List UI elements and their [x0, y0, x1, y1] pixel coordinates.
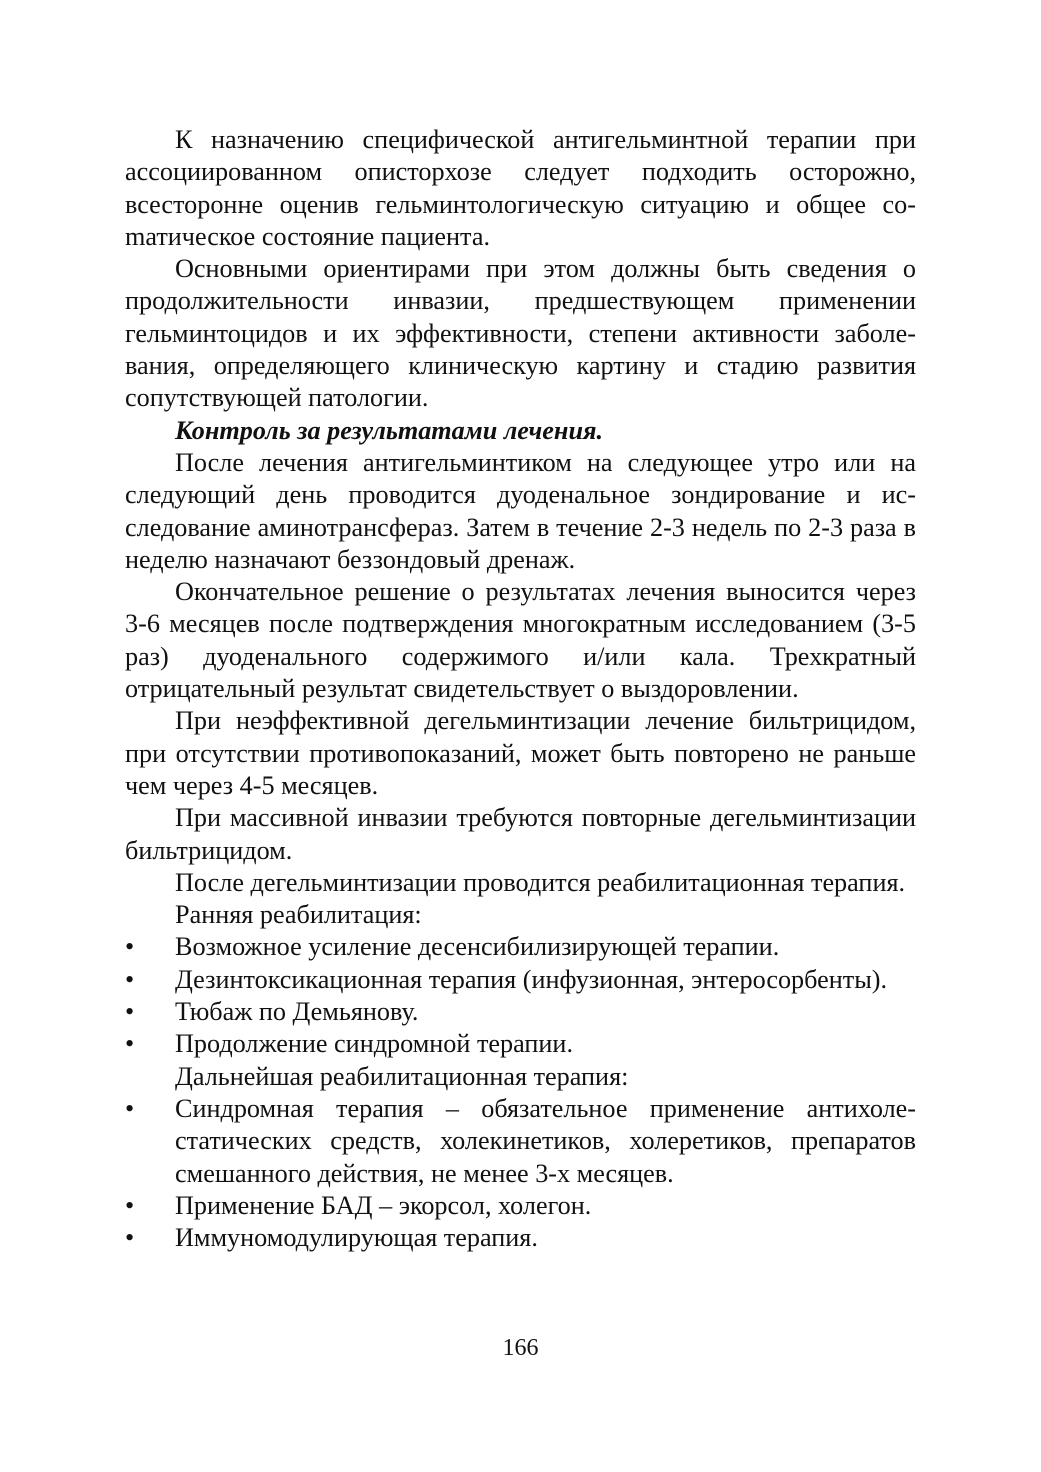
list-item	[125, 996, 916, 1028]
list-item-text: Тюбаж по Демьянову.	[175, 997, 419, 1027]
paragraph: При массивной инвазии требуются повторные дегельминтизации бильтрицидом.	[125, 803, 916, 865]
list-item	[125, 931, 916, 963]
bullet-mark: •	[125, 932, 135, 962]
list-item	[125, 1028, 916, 1060]
list-item	[125, 1222, 916, 1254]
list-item-text: Применение БАД – экорсол, холегон.	[175, 1190, 592, 1220]
section-heading: Контроль за результатами лечения.	[175, 415, 604, 445]
list-item-text: Дезинтоксикационная терапия (инфузионная, энтеросорбенты).	[175, 964, 888, 994]
list-item-text: Синдромная терапия – обязательное применение антихолестатических средств, холекинетиков, холеретиков, препаратов смешанного действия, не менее 3-х месяцев.	[175, 1093, 916, 1188]
paragraph: После дегельминтизации проводится реабилитационная терапия.	[175, 867, 906, 897]
early-rehab-label: Ранняя реабилитация:	[175, 900, 422, 930]
list-item	[125, 1093, 916, 1190]
list-item-text: Продолжение синдромной терапии.	[175, 1029, 573, 1059]
bullet-mark: •	[125, 964, 135, 994]
paragraph: При неэффективной дегельминтизации лечение бильтрицидом, при отсутствии противопоказаний, может быть повторено не раньше чем через 4-5 месяцев.	[125, 706, 916, 800]
list-item	[125, 964, 916, 996]
paragraph: Окончательное решение о результатах лечения выносится через 3-6 месяцев после подтверждения многократным исследованием (3-5 раз) дуоденального содержимого и/или кала. Трехкратный отрицательный результат свидетельствует о выздоровлении.	[125, 577, 916, 704]
page-number: 166	[502, 1335, 539, 1361]
list-item-text: Иммуномодулирующая терапия.	[175, 1223, 538, 1253]
bullet-mark: •	[125, 1093, 135, 1123]
bullet-mark: •	[125, 1190, 135, 1220]
bullet-mark: •	[125, 997, 135, 1027]
further-rehab-label: Дальнейшая реабилитационная терапия:	[175, 1061, 629, 1091]
page-text	[125, 124, 916, 1254]
bullet-mark: •	[125, 1029, 135, 1059]
paragraph: После лечения антигельминтиком на следующее утро или на следующий день проводится дуоденальное зондирование и исследование аминотрансфераз. Затем в течение 2-3 недель по 2-3 раза в неделю назначают беззондовый дренаж.	[125, 447, 916, 574]
list-item-text: Возможное усиление десенсибилизирующей терапии.	[175, 932, 780, 962]
list-item	[125, 1190, 916, 1222]
paragraph: Основными ориентирами при этом должны быть сведения о продолжительности инвазии, предшествующем применении гельминтоцидов и их эффективности, степени активности заболевания, определяющего клиническую картину и стадию развития сопутствующей патологии.	[125, 254, 916, 413]
bullet-mark: •	[125, 1223, 135, 1253]
paragraph: К назначению специфической антигельминтной терапии при ассоциированном описторхозе следует подходить осторожно, всесторонне оценив гельминтологическую ситуацию и общее соmатическое состояние пациента.	[125, 125, 916, 251]
